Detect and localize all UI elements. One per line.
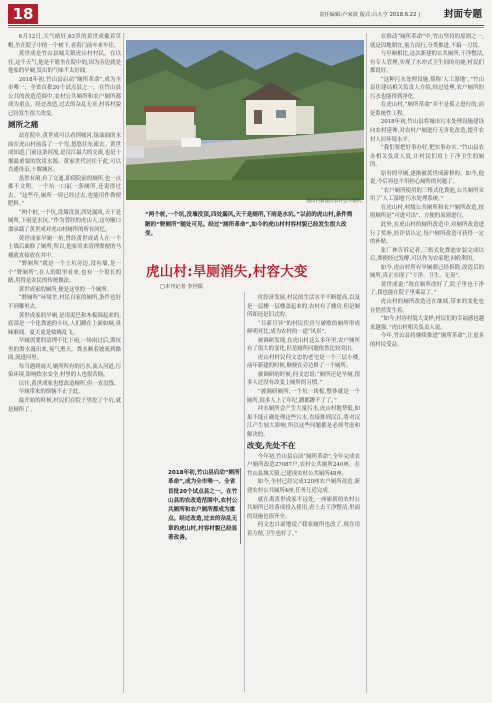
article-lead: “两个桩,一个坑,没墙没顶,四处漏风,天干是厕所,下雨是水坑。”以前的虎山村,条件简陋的“野厕所”随处可见。经过“厕所革命”,如今的虎山村村容村貌已经发生很大改变。: [145, 212, 353, 237]
body-paragraph: 早厕带来的烦恼不止于此。: [18, 389, 84, 396]
body-paragraph: 6月12日,天气晴好,63岁的黄世成戴着草帽,坐在院子中的一个树下,看着门前车来车往。: [8, 34, 121, 49]
body-paragraph: 今年初,竹山县启动“厕所革命”,全年完成农户厕所改造27087户,农村公共厕所240座。在竹山县城关镇,已建成农村公共厕所48座。: [247, 453, 360, 477]
body-paragraph: 2018年初,竹山县将城市污水处理设施建设向农村延伸,对农村户厕进行无害化改造,提升农村人居环境水平。: [370, 119, 484, 143]
body-paragraph: 虽然有洞,有了交通,即使院前的厕所,也一点都不文明。一个坑一口缸一条厕所,还说得过去。“这些年,厕所一周已经过去,也能用作粪便肥料。”: [8, 175, 121, 208]
body-paragraph: 早厕需要的清理不比下雨,一场雨过后,粪坑里的粪水漫出来,臭气熏天。粪水顺着坡流到路面,流进河里。: [8, 338, 121, 362]
body-paragraph: “如今,村容村貌大变样,村民们的幸福感也越来越强。”虎山村相关负责人说。: [370, 316, 484, 331]
editor-credits: 责任编辑:卢家波 版式:吕大亨 2018.6.22 |: [319, 12, 420, 18]
body-paragraph: 虎山村的厕所改造还在继续,带来的变化也在悄然发生着。: [370, 298, 484, 314]
body-paragraph: 最开始的时候,村民们在院子里挖了个坑,就是厕所了。: [8, 397, 121, 413]
column-divider: [244, 292, 245, 692]
photo-caption: 虎山村新建的农村公共厕所。: [306, 199, 366, 204]
body-paragraph: 被调研发现,在虎山村这么多年里,农户厕所有了很大的变化,但是厕所问题依然比较突出。: [247, 337, 360, 353]
pull-quote: 2018年初,竹山县启动“厕所革命”,成为全市唯一、全省首批20个试点县之一。在竹山县的农改造范围中,农村公共厕所和农户厕所都成为重点。经过改造,过去的杂乱无章的虎山村,村容村貌已经显著改善。: [168, 470, 240, 542]
article-column-4: [370, 33, 484, 698]
body-paragraph: 虎山村村民何文忠的老宅是一个三层小楼,前年新建的时候,顺便在旁边修了一个厕所。: [247, 354, 360, 370]
body-paragraph: “野厕所”就是一个土坑旁边,没有墙,是一个“野厕所”,在人的眼里看来,也有一个很长的路,用得是农民的传统做法。: [8, 261, 121, 285]
body-paragraph: 冲水厕所会产生大量污水,虎山村地势低,如果不能正确处理这些污水,直接排到汉江,将对汉江产生较大影响,所以这些问题都是必须考虑和解决的。: [247, 406, 360, 438]
body-paragraph: 每当遇到雨天,厕所所有的污水,流入河道,污染环境,影响饮水安全,村里的人也很苦恼。: [8, 363, 121, 379]
body-paragraph: 付经济发展,村民的生活水平不断提高,以及是一层楼一层楼盖起来的,农村有了楼房,但是厕所却还是旧式的。: [247, 295, 360, 319]
body-paragraph: 原有的旱厕,逐渐被黄世成新修的、如今,他说,今后再也不用担心厕所的问题了。: [370, 170, 484, 186]
body-paragraph: 黄世成是竹山县城关镇虎山村村民。在以往,这个天气,他是不愿坐在院中的,因为旁边就是他家的旱厕,发出的气味不太好闻。: [8, 51, 121, 75]
pull-quote-rule: [240, 468, 241, 544]
page-number: 18: [8, 4, 38, 24]
body-paragraph: 与早厕相比,这次新建的公共厕所,干净整洁,有专人管理,实现了水冲式卫生间的功能,村民们都说好。: [370, 51, 484, 75]
body-paragraph: 在推动“厕所革命”中,竹山坚持的原则之一,就是因地制宜,量力而行,分类推进,不搞一刀切。: [370, 34, 484, 49]
body-paragraph: 黄世成说:“现在厕所改好了,院子里也干净了,我也能在院子里乘凉了。”: [370, 281, 484, 297]
body-paragraph: “两个桩,一个坑,没墙没顶,四处漏风,天干是厕所,下雨是水坑。”作为曾经的虎山人,这句顺口溜承载了黄世成对虎山村厕所的所有回忆。: [8, 209, 121, 234]
header-rule: [8, 25, 484, 26]
village-toilet-photo: [126, 40, 364, 200]
body-paragraph: 被调研的时候,何文忠说:“厕所还是旱厕,很多人还没有改变上厕所的习惯。”: [247, 371, 360, 387]
body-paragraph: “被调研厕所,一个坑一块板,整体就是一个厕所,很多人上了年纪,蹲都蹲不了了。”: [247, 389, 360, 404]
article-column-3: [247, 294, 360, 698]
body-paragraph: 2018年初,竹山县启动“厕所革命”,成为全市唯一、全省首批20个试点县之一。在竹山县公共的改造范围中,农村公共厕所和农户厕所都成为重点。经过改造,过去的杂乱无章,村容村貌已经发生很大改变。: [8, 76, 121, 117]
body-paragraph: 站在院中,黄世成可以看到城河,绿油油的水面在虎山村前荡了一个弯,悠悠往东流去。黄世成知道,门前这条河流,是汉江最大的支流,也是十堰最重要的饮用水源。黄家世代居住于此,可以直通母亲,十堰城区。: [8, 133, 121, 174]
body-paragraph: 今年,竹山县将继续推进“厕所革命”,让更多的村民受益。: [370, 333, 484, 348]
column-divider: [366, 33, 367, 693]
header-rule-thin: [8, 27, 484, 28]
subheading: 厕所之痛: [8, 120, 39, 130]
body-paragraph: 在虎山村,村级公共厕所和农户厕所改造,按照厕所是“可进可出”、方便的原则进行。: [370, 204, 484, 220]
page-header: [0, 0, 492, 26]
body-paragraph: 如今,虎山村所有旱厕都已经拆除,改造后的厕所,真正实现了“干净、卫生、无臭”。: [370, 264, 484, 280]
body-paragraph: 在虎山村,“厕所革命”并不是孤立进行的,而是系统性工程。: [370, 102, 484, 117]
body-paragraph: “这种污水处理设施,简称‘人工湿地’。”竹山县住建局相关负责人介绍,经过处理,农户厕所的污水也能得到净化。: [370, 76, 484, 100]
body-paragraph: 此外,在虎山村的厕所改造中,对厕所改造进行了奖补,经评估认定,每户厕所改造可获得一定的补贴。: [370, 222, 484, 246]
body-paragraph: 何文忠自豪地说:“我家厕所也改了,现在用着方便,卫生也好了。”: [247, 522, 360, 537]
body-paragraph: 就在离黄世成家不远处,一座崭新的农村公共厕所已经落成投入使用,看上去干净整洁,里面的设施也很齐全。: [247, 496, 360, 520]
body-paragraph: “我们要把好事办好,把实事办实。”竹山县农办相关负责人说,让村民们用上干净卫生的厕所。: [370, 145, 484, 169]
subheading: 改变,先处不在: [247, 441, 296, 451]
body-paragraph: “日新月异”的村民住房与破败的厕所形成鲜明对比,成为农村的一道“风景”。: [247, 320, 360, 336]
body-paragraph: 黄世成家的厕所,便是这里的一个厕所。: [18, 286, 113, 293]
body-paragraph: 如今,全村已经完成120座农户厕所改造,新建农村公共厕所4座,任务几近完成。: [247, 479, 360, 495]
section-title: 封面专题: [443, 9, 482, 20]
body-paragraph: 黄世成家旱厕一角,曾经黄世成请人在一个土墙后面修了厕所,所以,他家用来清理粪便的马桶就直接放在其中。: [8, 235, 121, 259]
body-paragraph: 黄世成家的旱厕,是用泥巴和木板围起来的,底部是一个化粪池的小坑,人们蹲在上面如厕,臭味难闻。夏天更是蚊蝇乱飞。: [8, 312, 121, 336]
body-paragraph: 以往,黄世成家也想改造厕所,但一直没钱。: [18, 380, 120, 387]
body-paragraph: “农户厕所使用的三格式化粪池,公共厕所采用了‘人工湿地’污水处理系统。”: [370, 187, 484, 203]
body-paragraph: “野厕所”环境差,村民自家的厕所,条件也好不到哪里去。: [8, 295, 121, 310]
article-column-1: [8, 33, 121, 698]
article-headline: 虎山村:旱厕消失,村容大变: [146, 264, 308, 280]
body-paragraph: 张厂林告诉记者,三格式化粪池安装完成以后,粪便经过发酵,可以作为农家肥,回收利用。: [370, 247, 484, 263]
column-divider: [123, 33, 124, 693]
article-byline: □本刊记者 李世儒: [160, 284, 203, 290]
